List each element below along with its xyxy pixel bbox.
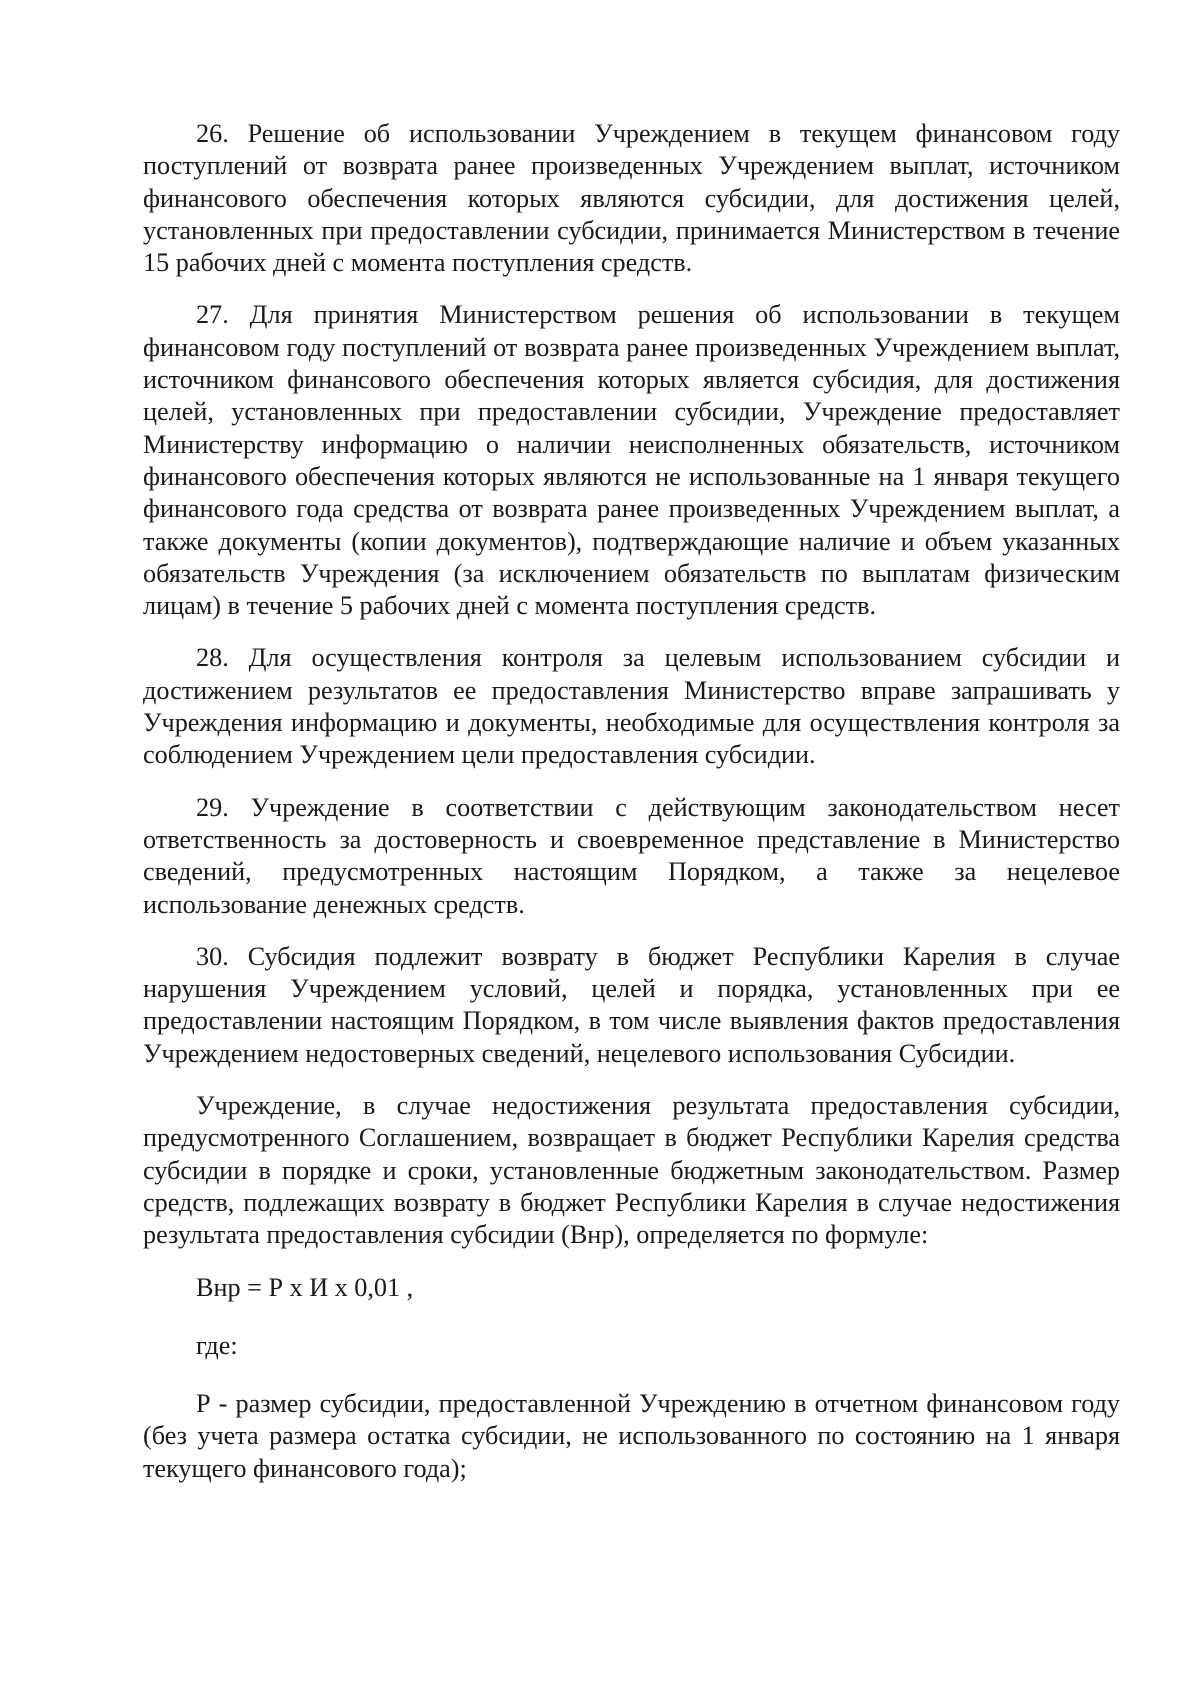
formula: Внр = Р х И х 0,01 , xyxy=(196,1272,414,1302)
paragraph-26: 26. Решение об использовании Учреждением в текущем финансовом году поступлений от возврата ранее произведенных Учреждением выплат, источником финансового обеспечения которых являются субсидии, для достижения целей, установленных при предоставлении субсидии, принимается Министерством в течение 15 рабочих дней с момента поступления средств. xyxy=(143,119,1120,278)
where-label: где: xyxy=(196,1330,238,1360)
paragraph-return-rule: Учреждение, в случае недостижения результата предоставления субсидии, предусмотренного Соглашением, возвращает в бюджет Республики Карелия средства субсидии в порядке и сроки, установленные бюджетным законодательством. Размер средств, подлежащих возврату в бюджет Республики Карелия в случае недостижения результата предоставления субсидии (Внр), определяется по формуле: xyxy=(143,1091,1120,1250)
paragraph-29: 29. Учреждение в соответствии с действующим законодательством несет ответственность за достоверность и своевременное представление в Министерство сведений, предусмотренных настоящим Порядком, а также за нецелевое использование денежных средств. xyxy=(143,792,1120,919)
paragraph-27: 27. Для принятия Министерством решения об использовании в текущем финансовом году поступлений от возврата ранее произведенных Учреждением выплат, источником финансового обеспечения которых является субсидия, для достижения целей, установленных при предоставлении субсидии, Учреждение предоставляет Министерству информацию о наличии неисполненных обязательств, источником финансового обеспечения которых являются не использованные на 1 января текущего финансового года средства от возврата ранее произведенных Учреждением выплат, а также документы (копии документов), подтверждающие наличие и объем указанных обязательств Учреждения (за исключением обязательств по выплатам физическим лицам) в течение 5 рабочих дней с момента поступления средств. xyxy=(143,300,1120,621)
document-page xyxy=(143,118,1120,1505)
definition-p: Р - размер субсидии, предоставленной Учреждению в отчетном финансовом году (без учета размера остатка субсидии, не использованного по состоянию на 1 января текущего финансового года); xyxy=(143,1389,1120,1483)
paragraph-30: 30. Субсидия подлежит возврату в бюджет Республики Карелия в случае нарушения Учреждением условий, целей и порядка, установленных при ее предоставлении настоящим Порядком, в том числе выявления фактов предоставления Учреждением недостоверных сведений, нецелевого использования Субсидии. xyxy=(143,941,1120,1068)
paragraph-28: 28. Для осуществления контроля за целевым использованием субсидии и достижением результатов ее предоставления Министерство вправе запрашивать у Учреждения информацию и документы, необходимые для осуществления контроля за соблюдением Учреждением цели предоставления субсидии. xyxy=(143,643,1120,770)
